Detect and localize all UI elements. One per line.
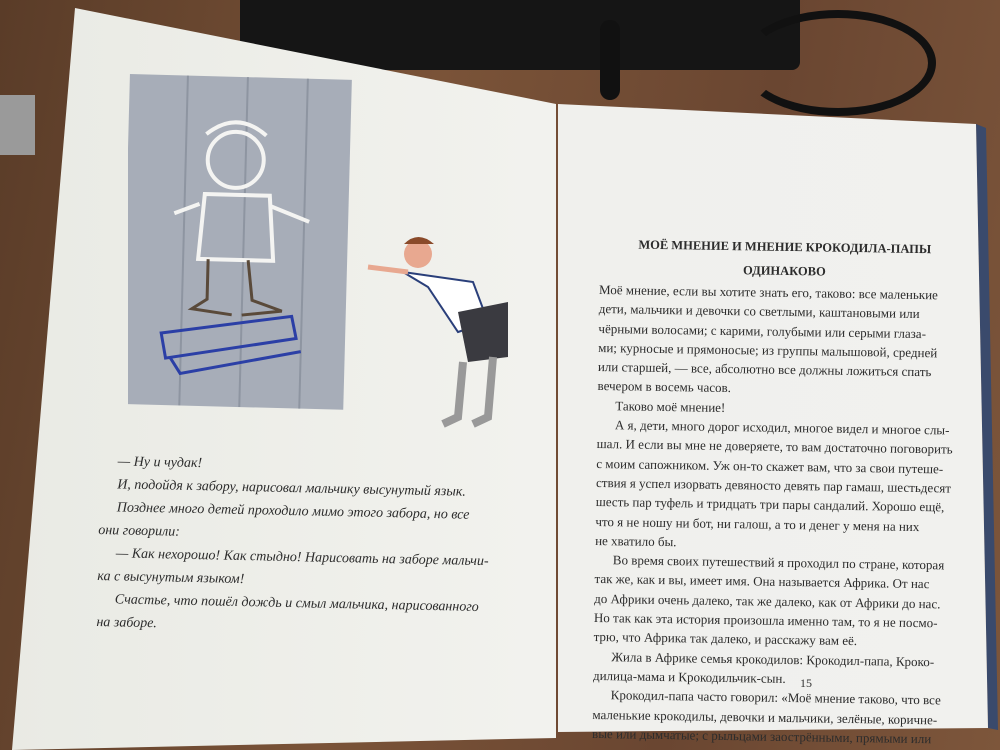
text-line: Крокодил-папа часто говорил: «Моё мнение таково, что все	[610, 687, 941, 708]
text-line: дилица-мама и Крокодильчик-сын.	[592, 667, 786, 686]
text-line: шал. И если вы мне не доверяете, то вам достаточно поговорить	[596, 436, 953, 457]
boy-figure	[368, 237, 508, 424]
text-line: Моё мнение, если вы хотите знать его, таково: все маленькие	[598, 281, 938, 303]
text-line: так же, как и вы, имеет имя. Она называется Африка. От нас	[594, 571, 930, 592]
illustration-boy-drawing-on-fence	[128, 72, 528, 442]
text-line: трю, что Африка так далеко, и расскажу вам её.	[593, 629, 858, 649]
text-line: ка с высунутым языком!	[97, 568, 245, 588]
text-line: маленькие крокодилы, девочки и мальчики, зелёные, коричне-	[592, 706, 938, 727]
text-line: или старшей, — все, абсолютно все должны ложиться спать	[597, 359, 932, 380]
text-line: чёрными волосами; с карими, голубыми или серыми глаза-	[598, 320, 927, 341]
chapter-title-line1: МОЁ МНЕНИЕ И МНЕНИЕ КРОКОДИЛА-ПАПЫ	[638, 237, 932, 257]
text-line: Позднее много детей проходило мимо этого забора, но все	[116, 500, 470, 523]
text-line: Но так как эта история произошла именно там, то я не посмо-	[593, 610, 938, 631]
text-line: вечером в восемь часов.	[597, 378, 732, 396]
text-line: дети, мальчики и девочки со светлыми, каштановыми или	[598, 301, 920, 322]
coiled-cable	[740, 10, 936, 116]
right-page-text	[592, 232, 970, 749]
text-line: А я, дети, много дорог исходил, многое видел и многое слы-	[614, 417, 950, 438]
text-line: шесть пар туфель и тридцать три пары сандалий. Хорошо ещё,	[595, 494, 945, 515]
left-page-text	[96, 450, 540, 643]
text-line: на заборе.	[96, 614, 158, 632]
text-line: вые или дымчатые; с рыльцами заострёнными, прямыми или	[592, 725, 932, 747]
text-line: Во время своих путешествий я проходил по стране, которая	[612, 552, 945, 573]
page-number: 15	[800, 676, 812, 690]
text-line: Таково моё мнение!	[615, 398, 726, 415]
text-line: они говорили:	[98, 522, 181, 540]
cable	[600, 20, 620, 100]
text-line: не хватило бы.	[595, 532, 677, 550]
text-line: — Ну и чудак!	[117, 454, 203, 472]
text-line: Счастье, что пошёл дождь и смыл мальчика, нарисованного	[114, 592, 479, 615]
text-line: с моим сапожником. Уж он-то скажет вам, что за свои путеше-	[596, 455, 944, 477]
text-line: ствия я успел изорвать девяносто девять пар гамаш, шестьдесят	[595, 474, 952, 496]
text-line: до Африки очень далеко, так же далеко, как от Африки до нас.	[594, 590, 941, 612]
text-line: И, подойдя к забору, нарисовал мальчику высунутый язык.	[117, 477, 467, 500]
text-line: Жила в Африке семья крокодилов: Крокодил-папа, Кроко-	[611, 648, 935, 669]
grey-object	[0, 95, 35, 155]
text-line: что я не ношу ни бот, ни галош, а то и денег у меня на них	[595, 513, 920, 534]
text-line: ми; курносые и прямоносые; из группы малышовой, средней	[598, 339, 938, 361]
chapter-title-line2: ОДИНАКОВО	[742, 263, 826, 279]
text-line: — Как нехорошо! Как стыдно! Нарисовать на заборе мальчи-	[115, 546, 489, 570]
fence-drawing	[128, 74, 352, 410]
